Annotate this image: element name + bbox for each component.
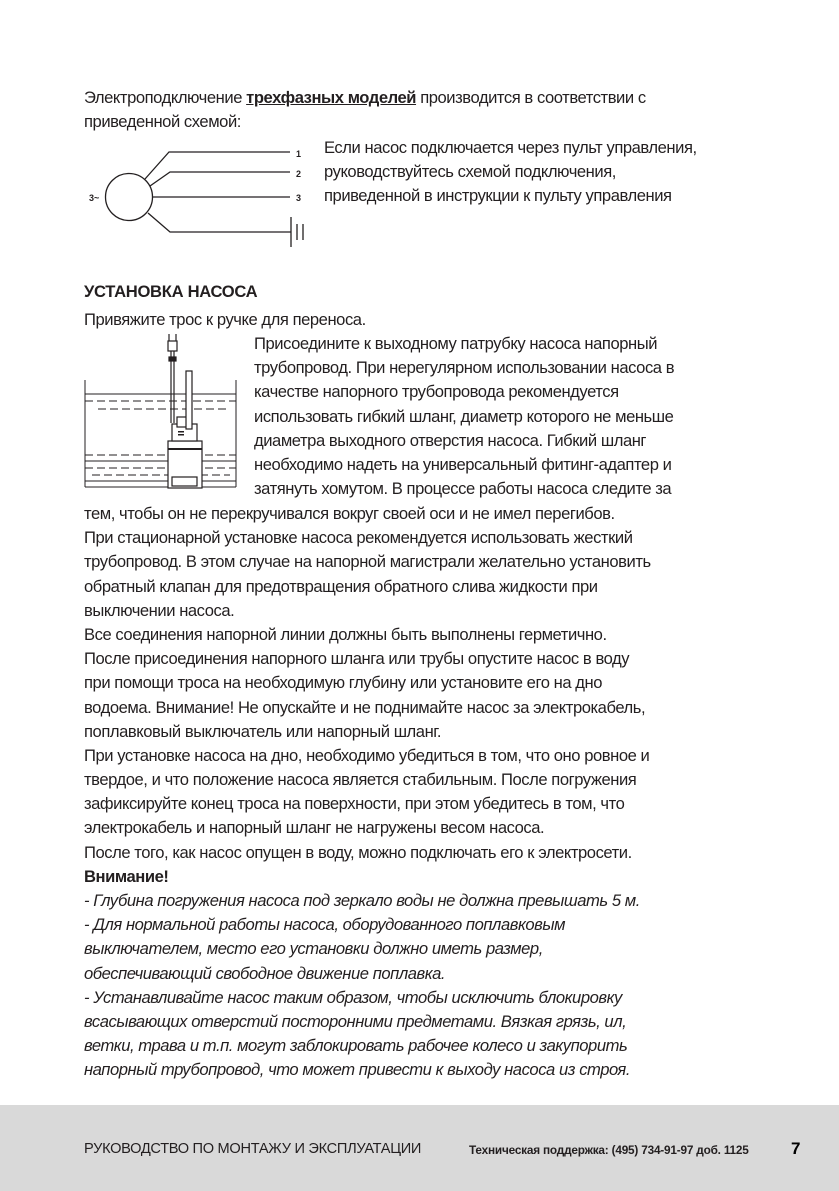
paragraph-line: обратный клапан для предотвращения обратного слива жидкости при	[84, 576, 598, 596]
warning-line: - Устанавливайте насос таким образом, чтобы исключить блокировку	[84, 987, 622, 1007]
wiring-intro-line1	[84, 86, 646, 110]
install-first-line-text: Привяжите трос к ручке для переноса.	[84, 310, 366, 329]
terminal-2-label: 2	[296, 169, 302, 179]
paragraph-line: поплавковый выключатель или напорный шланг.	[84, 721, 442, 741]
page-number: 7	[791, 1139, 801, 1158]
warning-line: обеспечивающий свободное движение поплавка.	[84, 963, 446, 983]
intro-suffix: производится в соответствии с	[416, 88, 646, 107]
motor-circle-icon	[106, 174, 153, 221]
intro-prefix: Электроподключение	[84, 88, 247, 107]
warning-title: Внимание!	[84, 866, 169, 886]
note-line: приведенной в инструкции к пульту управления	[324, 186, 672, 206]
section-heading-installation: УСТАНОВКА НАСОСА	[84, 282, 258, 301]
paragraph-line: электрокабель и напорный шланг не нагружены весом насоса.	[84, 818, 545, 838]
install-first-line	[84, 308, 366, 332]
plug-icon	[168, 341, 177, 351]
paragraph-line: После присоединения напорного шланга или трубы опустите насос в воду	[84, 649, 630, 669]
paragraph-line: При стационарной установке насоса рекомендуется использовать жесткий	[84, 528, 633, 548]
paragraph-line: Присоедините к выходному патрубку насоса напорный	[254, 334, 658, 353]
warning-line: выключателем, место его установки должно иметь размер,	[84, 939, 543, 959]
terminal-3-label: 3	[296, 193, 302, 203]
paragraph-line: водоема. Внимание! Не опускайте и не поднимайте насос за электрокабель,	[84, 697, 646, 717]
paragraph-line: при помощи троса на необходимую глубину или установите его на дно	[84, 673, 603, 693]
paragraph-line: тем, чтобы он не перекручивался вокруг своей оси и не имел перегибов.	[84, 504, 615, 523]
motor-label: 3~	[89, 193, 100, 203]
paragraph-line: Все соединения напорной линии должны быть выполнены герметично.	[84, 624, 607, 644]
install-wrapped-paragraph	[254, 332, 674, 501]
paragraph-line: использовать гибкий шланг, диаметр которого не меньше	[254, 406, 674, 426]
paragraph-line: качестве напорного трубопровода рекомендуется	[254, 382, 619, 402]
submerged-pump-illustration	[80, 330, 250, 500]
paragraph-line: твердое, и что положение насоса является стабильным. После погружения	[84, 770, 637, 790]
warning-line: - Для нормальной работы насоса, оборудованного поплавковым	[84, 915, 566, 935]
paragraph-line: необходимо надеть на универсальный фитинг-адаптер и	[254, 454, 672, 474]
paragraph-line: затянуть хомутом. В процессе работы насоса следите за	[254, 479, 672, 499]
install-body	[84, 502, 651, 1083]
paragraph-line: диаметра выходного отверстия насоса. Гибкий шланг	[254, 430, 647, 450]
wiring-intro	[84, 86, 646, 134]
paragraph-line: трубопровод. В этом случае на напорной магистрали желательно установить	[84, 552, 651, 572]
paragraph-line: зафиксируйте конец троса на поверхности, при этом убедитесь в том, что	[84, 794, 625, 814]
three-phase-wiring-diagram	[80, 140, 320, 250]
control-panel-note	[324, 136, 697, 209]
terminal-1-label: 1	[296, 149, 302, 159]
support-phone: Техническая поддержка: (495) 734-91-97 доб. 1125	[469, 1143, 749, 1157]
wiring-intro-line2: приведенной схемой:	[84, 112, 241, 132]
paragraph-line: При установке насоса на дно, необходимо убедиться в том, что оно ровное и	[84, 745, 650, 765]
paragraph-line: трубопровод. При нерегулярном использовании насоса в	[254, 358, 675, 378]
warning-line: напорный трубопровод, что может привести к выходу насоса из строя.	[84, 1060, 630, 1080]
note-line: руководствуйтесь схемой подключения,	[324, 162, 616, 182]
manual-title: РУКОВОДСТВО ПО МОНТАЖУ И ЭКСПЛУАТАЦИИ	[84, 1141, 422, 1157]
three-phase-emphasis: трехфазных моделей	[246, 88, 417, 107]
warning-line: ветки, трава и т.п. могут заблокировать рабочее колесо и закупорить	[84, 1036, 628, 1056]
pump-icon	[168, 334, 202, 488]
discharge-pipe-icon	[186, 371, 192, 429]
page-footer	[0, 1105, 839, 1191]
warning-line: - Глубина погружения насоса под зеркало воды не должна превышать 5 м.	[84, 891, 640, 910]
paragraph-line: После того, как насос опущен в воду, можно подключать его к электросети.	[84, 842, 632, 862]
note-line: Если насос подключается через пульт управления,	[324, 138, 697, 157]
paragraph-line: выключении насоса.	[84, 600, 235, 620]
warning-line: всасывающих отверстий посторонними предметами. Вязкая грязь, ил,	[84, 1011, 627, 1031]
